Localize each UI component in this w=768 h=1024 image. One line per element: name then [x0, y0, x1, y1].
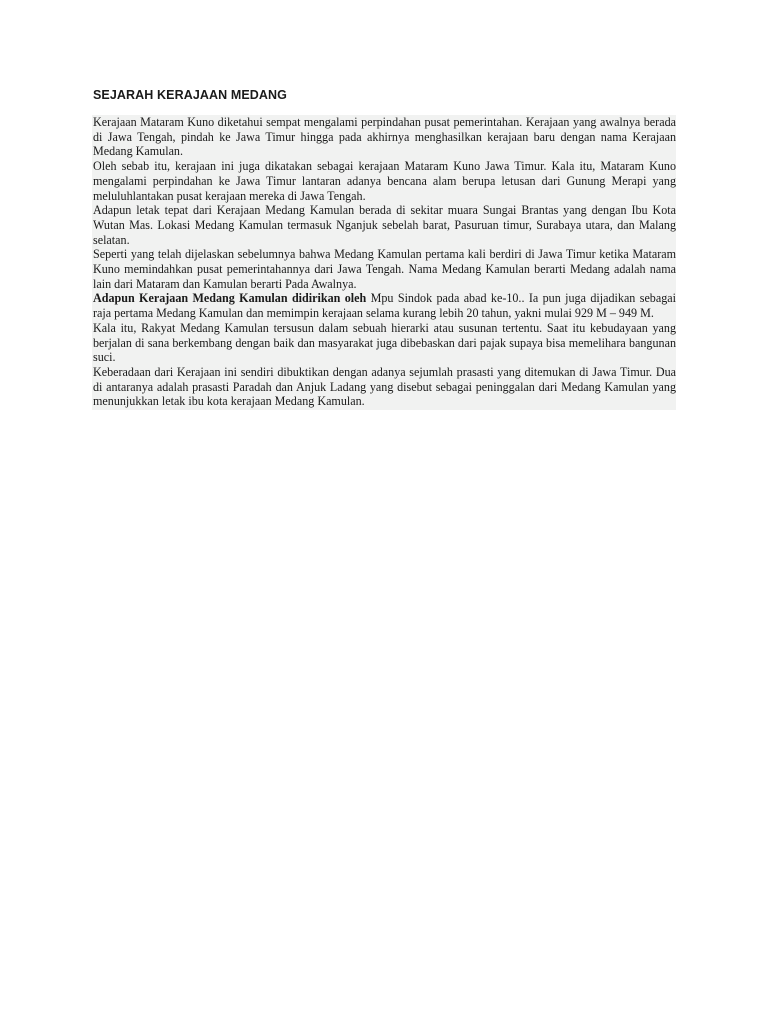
paragraph-text: Keberadaan dari Kerajaan ini sendiri dibuktikan dengan adanya sejumlah prasasti yang ditemukan di Jawa Timur. Dua di antaranya adalah prasasti Paradah dan Anjuk Ladang yang disebut sebagai peninggalan dari Medang Kamulan yang menunjukkan letak ibu kota kerajaan Medang Kamulan. [93, 364, 676, 409]
document-body [92, 115, 676, 410]
paragraph-7 [93, 365, 676, 409]
paragraph-1 [93, 115, 676, 159]
paragraph-text: Kala itu, Rakyat Medang Kamulan tersusun dalam sebuah hierarki atau susunan tertentu. Saat itu kebudayaan yang berjalan di sana berkembang dengan baik dan masyarakat juga dibebaskan dari pajak supaya bisa memelihara bangunan suci. [93, 320, 676, 365]
paragraph-2 [93, 159, 676, 203]
paragraph-bold-lead: Adapun Kerajaan Medang Kamulan didirikan oleh [93, 291, 367, 306]
paragraph-3 [93, 203, 676, 247]
document-title: SEJARAH KERAJAAN MEDANG [93, 88, 287, 102]
paragraph-text: Oleh sebab itu, kerajaan ini juga dikatakan sebagai kerajaan Mataram Kuno Jawa Timur. Kala itu, Mataram Kuno mengalami perpindahan ke Jawa Timur lantaran adanya bencana alam berupa letusan dari Gunung Merapi yang meluluhlantakan pusat kerajaan mereka di Jawa Tengah. [93, 159, 676, 203]
paragraph-6 [93, 321, 676, 365]
paragraph-5 [93, 291, 676, 320]
paragraph-text: Mpu Sindok pada abad ke-10.. Ia pun juga dijadikan sebagai raja pertama Medang Kamulan dan memimpin kerajaan selama kurang lebih 20 tahun, yakni mulai 929 M – 949 M. [93, 291, 676, 321]
paragraph-4 [93, 247, 676, 291]
paragraph-text: Adapun letak tepat dari Kerajaan Medang Kamulan berada di sekitar muara Sungai Brantas yang dengan Ibu Kota Wutan Mas. Lokasi Medang Kamulan termasuk Nganjuk sebelah barat, Pasuruan timur, Surabaya utara, dan Malang selatan. [93, 203, 676, 247]
paragraph-text: Kerajaan Mataram Kuno diketahui sempat mengalami perpindahan pusat pemerintahan. Kerajaan yang awalnya berada di Jawa Tengah, pindah ke Jawa Timur hingga pada akhirnya menghasilkan kerajaan baru dengan nama Kerajaan Medang Kamulan. [93, 115, 676, 159]
paragraph-text: Seperti yang telah dijelaskan sebelumnya bahwa Medang Kamulan pertama kali berdiri di Jawa Timur ketika Mataram Kuno memindahkan pusat pemerintahannya dari Jawa Tengah. Nama Medang Kamulan berarti Medang adalah nama lain dari Mataram dan Kamulan berarti Pada Awalnya. [93, 247, 676, 291]
